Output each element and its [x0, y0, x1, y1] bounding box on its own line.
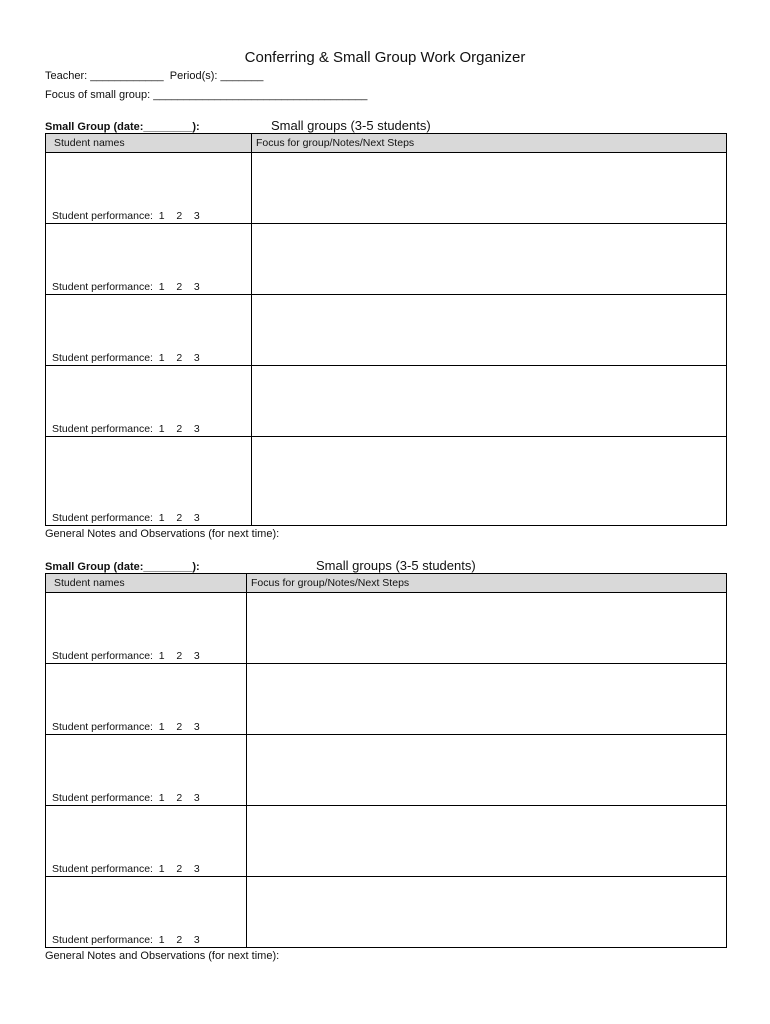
student-performance-label: Student performance: 1 2 3 — [52, 423, 200, 435]
student-performance-label: Student performance: 1 2 3 — [52, 792, 200, 804]
student-performance-label: Student performance: 1 2 3 — [52, 512, 200, 524]
focus-line: Focus of small group: ___________________________________ — [45, 89, 368, 101]
table-row — [46, 735, 727, 806]
student-names-cell[interactable] — [46, 593, 247, 664]
student-names-header: Student names — [46, 574, 247, 593]
notes-cell[interactable] — [247, 593, 727, 664]
small-group-section-1 — [45, 115, 727, 540]
group-subtitle: Small groups (3-5 students) — [271, 118, 431, 133]
small-group-section-2 — [45, 555, 727, 962]
student-names-header: Student names — [46, 134, 252, 153]
student-names-cell[interactable] — [46, 224, 252, 295]
notes-cell[interactable] — [247, 735, 727, 806]
table-row — [46, 806, 727, 877]
notes-cell[interactable] — [252, 153, 727, 224]
group-header — [45, 555, 727, 573]
table-header-row — [46, 134, 727, 153]
student-names-cell[interactable] — [46, 664, 247, 735]
table-row — [46, 366, 727, 437]
student-performance-label: Student performance: 1 2 3 — [52, 281, 200, 293]
table-row — [46, 877, 727, 948]
student-performance-label: Student performance: 1 2 3 — [52, 650, 200, 662]
notes-cell[interactable] — [252, 295, 727, 366]
table-header-row — [46, 574, 727, 593]
notes-cell[interactable] — [252, 224, 727, 295]
student-names-cell[interactable] — [46, 437, 252, 526]
group-table — [45, 573, 727, 948]
student-performance-label: Student performance: 1 2 3 — [52, 721, 200, 733]
notes-cell[interactable] — [252, 366, 727, 437]
notes-cell[interactable] — [247, 664, 727, 735]
table-row — [46, 664, 727, 735]
focus-notes-header: Focus for group/Notes/Next Steps — [247, 574, 727, 593]
student-performance-label: Student performance: 1 2 3 — [52, 863, 200, 875]
table-row — [46, 593, 727, 664]
student-names-cell[interactable] — [46, 366, 252, 437]
table-row — [46, 224, 727, 295]
teacher-period-line: Teacher: ____________ Period(s): _______ — [45, 70, 264, 82]
student-names-cell[interactable] — [46, 877, 247, 948]
student-performance-label: Student performance: 1 2 3 — [52, 934, 200, 946]
student-names-cell[interactable] — [46, 295, 252, 366]
group-date-label: Small Group (date:________): — [45, 561, 200, 573]
table-row — [46, 153, 727, 224]
focus-notes-header: Focus for group/Notes/Next Steps — [252, 134, 727, 153]
general-notes-label: General Notes and Observations (for next time): — [45, 950, 280, 962]
notes-cell[interactable] — [247, 877, 727, 948]
table-row — [46, 295, 727, 366]
notes-cell[interactable] — [247, 806, 727, 877]
student-performance-label: Student performance: 1 2 3 — [52, 352, 200, 364]
table-row — [46, 437, 727, 526]
student-names-cell[interactable] — [46, 806, 247, 877]
notes-cell[interactable] — [252, 437, 727, 526]
student-names-cell[interactable] — [46, 153, 252, 224]
group-subtitle: Small groups (3-5 students) — [316, 558, 476, 573]
page-title: Conferring & Small Group Work Organizer — [244, 49, 526, 66]
group-date-label: Small Group (date:________): — [45, 121, 200, 133]
group-header — [45, 115, 727, 133]
student-performance-label: Student performance: 1 2 3 — [52, 210, 200, 222]
general-notes-label: General Notes and Observations (for next time): — [45, 528, 280, 540]
group-table — [45, 133, 727, 526]
student-names-cell[interactable] — [46, 735, 247, 806]
